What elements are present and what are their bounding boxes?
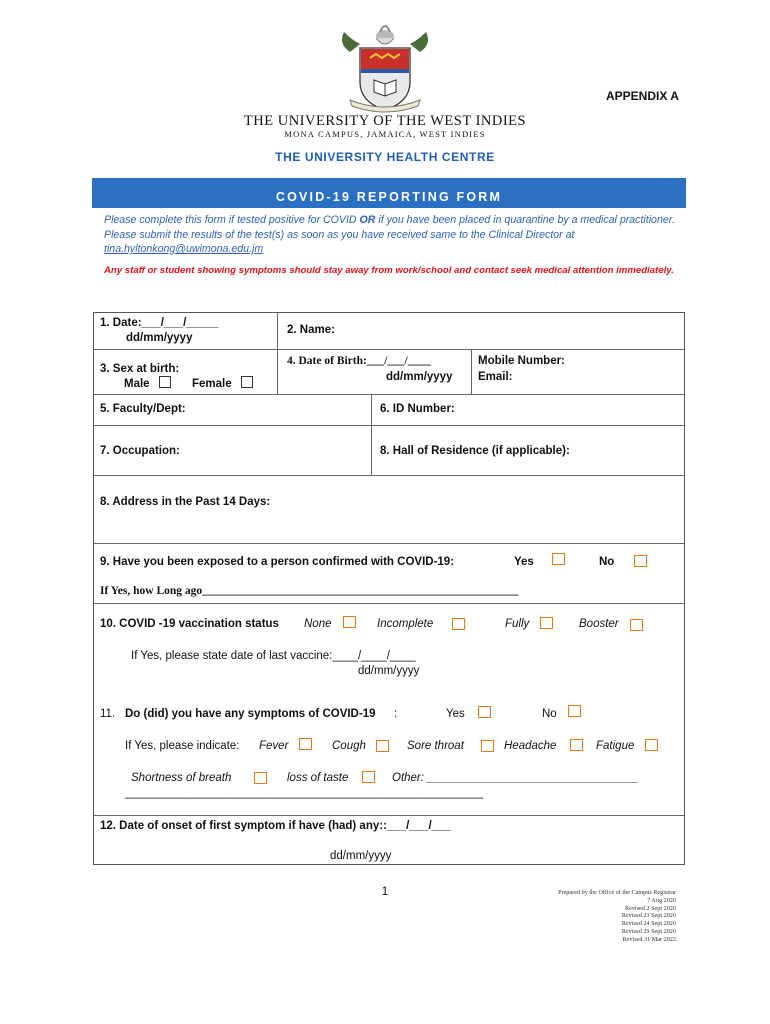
intro-text-2: if you have been placed in quarantine by a medical practitioner. Please submit the results of the test(s) as soon as you have received same to the Clinical Director at xyxy=(104,214,675,241)
symptoms-yes-checkbox[interactable] xyxy=(478,706,491,718)
exposure-no-checkbox[interactable] xyxy=(634,555,647,567)
loss-of-taste-checkbox[interactable] xyxy=(362,771,375,783)
headache-label: Headache xyxy=(504,740,557,752)
intro-or: OR xyxy=(359,214,376,226)
column-divider xyxy=(471,349,472,394)
cough-checkbox[interactable] xyxy=(376,740,389,752)
vaccination-fully-label: Fully xyxy=(505,618,530,630)
loss-of-taste-label: loss of taste xyxy=(287,772,349,784)
revision-line: Revised 31 Mar 2022 xyxy=(622,935,676,943)
reporting-form-table xyxy=(93,312,685,865)
date-field-label[interactable]: 1. Date:___/___/_____ xyxy=(100,317,219,329)
fatigue-checkbox[interactable] xyxy=(645,739,658,751)
other-symptoms-field[interactable]: Other: _________________________________ xyxy=(392,772,639,784)
vaccination-status-label: 10. COVID -19 vaccination status xyxy=(100,618,279,630)
vaccination-booster-label: Booster xyxy=(579,618,619,630)
vaccination-none-label: None xyxy=(304,618,332,630)
symptoms-question: Do (did) you have any symptoms of COVID-19 xyxy=(125,708,376,720)
symptoms-no-label: No xyxy=(542,708,557,720)
headache-checkbox[interactable] xyxy=(570,739,583,751)
row-divider xyxy=(94,425,684,426)
revision-line: 7 Aug 2020 xyxy=(647,896,676,904)
revision-line: Revised 24 Sept 2020 xyxy=(621,920,676,928)
sore-throat-label: Sore throat xyxy=(407,740,464,752)
occupation-label[interactable]: 7. Occupation: xyxy=(100,445,180,457)
fever-label: Fever xyxy=(259,740,289,752)
onset-format-hint: dd/mm/yyyy xyxy=(330,850,392,862)
vaccination-incomplete-checkbox[interactable] xyxy=(452,618,465,630)
cough-label: Cough xyxy=(332,740,366,752)
address-label[interactable]: 8. Address in the Past 14 Days: xyxy=(100,496,271,508)
column-divider xyxy=(277,313,278,394)
female-checkbox[interactable] xyxy=(241,376,253,388)
fatigue-label: Fatigue xyxy=(596,740,635,752)
mobile-number-label[interactable]: Mobile Number: xyxy=(478,355,565,367)
symptoms-warning: Any staff or student showing symptoms should stay away from work/school and contact seek medical attention immediately. xyxy=(104,265,674,276)
dob-format-hint: dd/mm/yyyy xyxy=(386,371,453,383)
exposure-yes-label: Yes xyxy=(514,556,534,568)
vaccination-incomplete-label: Incomplete xyxy=(377,618,434,630)
exposure-no-label: No xyxy=(599,556,615,568)
shortness-of-breath-checkbox[interactable] xyxy=(254,772,267,784)
row-divider xyxy=(94,815,684,816)
date-of-birth-label[interactable]: 4. Date of Birth:___/___/____ xyxy=(287,355,431,367)
clinical-director-email-link[interactable]: tina.hyltonkong@uwimona.edu.jm xyxy=(104,243,264,255)
university-name: THE UNIVERSITY OF THE WEST INDIES xyxy=(243,113,527,129)
row-divider xyxy=(94,543,684,544)
revision-line: Revised 29 Sept 2020 xyxy=(621,927,676,935)
date-format-hint: dd/mm/yyyy xyxy=(126,332,193,344)
male-label: Male xyxy=(124,378,150,390)
intro-paragraph xyxy=(104,213,684,257)
sex-at-birth-label: 3. Sex at birth: xyxy=(100,363,180,375)
exposure-question: 9. Have you been exposed to a person confirmed with COVID-19: xyxy=(100,556,455,568)
shortness-of-breath-label: Shortness of breath xyxy=(131,772,232,784)
fever-checkbox[interactable] xyxy=(299,738,312,750)
last-vaccine-format-hint: dd/mm/yyyy xyxy=(358,665,420,677)
revision-line: Revised 2 Sept 2020 xyxy=(624,904,676,912)
appendix-label: APPENDIX A xyxy=(606,89,679,103)
symptoms-yes-label: Yes xyxy=(446,708,465,720)
column-divider xyxy=(371,394,372,475)
prepared-by-line: Prepared by the Office of the Campus Registrar xyxy=(558,889,676,896)
campus-name: MONA CAMPUS, JAMAICA, WEST INDIES xyxy=(284,129,486,139)
last-vaccine-date-field[interactable]: If Yes, please state date of last vaccine:____/____/____ xyxy=(131,650,416,662)
intro-text-1: Please complete this form if tested positive for COVID xyxy=(104,214,357,226)
revision-history xyxy=(470,889,676,944)
symptoms-question-number: 11. xyxy=(100,708,116,720)
row-divider xyxy=(94,394,684,395)
revision-line: Revised 23 Sept 2020 xyxy=(621,912,676,920)
exposure-yes-checkbox[interactable] xyxy=(552,553,565,565)
vaccination-booster-checkbox[interactable] xyxy=(630,619,643,631)
row-divider xyxy=(94,349,684,350)
row-divider xyxy=(94,603,684,604)
email-label[interactable]: Email: xyxy=(478,371,513,383)
other-symptoms-line[interactable]: ________________________________________________________ xyxy=(125,787,484,799)
id-number-label[interactable]: 6. ID Number: xyxy=(380,403,455,415)
female-label: Female xyxy=(192,378,232,390)
sore-throat-checkbox[interactable] xyxy=(481,740,494,752)
row-divider xyxy=(94,475,684,476)
vaccination-none-checkbox[interactable] xyxy=(343,616,356,628)
symptoms-question-colon: : xyxy=(394,708,398,720)
faculty-dept-label[interactable]: 5. Faculty/Dept: xyxy=(100,403,186,415)
symptoms-no-checkbox[interactable] xyxy=(568,705,581,717)
page-number: 1 xyxy=(381,884,389,898)
university-crest-logo xyxy=(330,14,440,114)
form-title: COVID-19 REPORTING FORM xyxy=(275,190,503,204)
how-long-ago-field[interactable]: If Yes, how Long ago_______________________________________________________ xyxy=(100,585,519,597)
indicate-symptoms-label: If Yes, please indicate: xyxy=(125,740,240,752)
name-field-label[interactable]: 2. Name: xyxy=(287,324,335,336)
hall-of-residence-label[interactable]: 8. Hall of Residence (if applicable): xyxy=(380,445,570,457)
male-checkbox[interactable] xyxy=(159,376,171,388)
health-centre-title: THE UNIVERSITY HEALTH CENTRE xyxy=(275,150,495,164)
symptom-onset-date-field[interactable]: 12. Date of onset of first symptom if have (had) any::___/___/___ xyxy=(100,820,451,832)
vaccination-fully-checkbox[interactable] xyxy=(540,617,553,629)
